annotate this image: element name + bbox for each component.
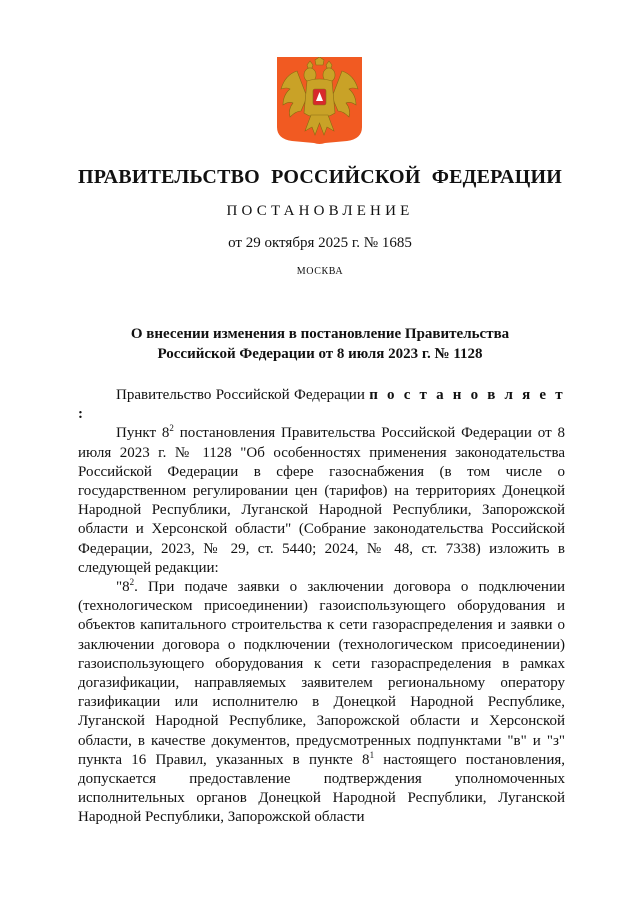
subject-line-2: Российской Федерации от 8 июля 2023 г. № 1128 (157, 346, 483, 362)
superscript: 1 (369, 749, 375, 760)
new-wording-text-a: "8 (116, 579, 130, 596)
intro-text: Правительство Российской Федерации (116, 387, 370, 403)
new-wording-text-b: . При подаче заявки о заключении договора о подключении (технологическом присоединении) газоиспользующего оборудования и объектов капитального строительства к сети газораспределения и заявки о заключении договора о подключении (технологическом присоединении) газоиспользующего оборудования к сети газораспределения в рамках догазификации, направляемых заявителем региональному оператору газификации или исполнителю в Донецкой Народной Республике, Луганской Народной Республике, Запорожской области и Херсонской области, в качестве документов, предусмотренных подпунктами "в" и "з" пункта 16 Правил, указанных в пункте 8 (78, 579, 565, 768)
document-date-number: от 29 октября 2025 г. № 1685 (228, 235, 412, 251)
new-wording-text-c: настоящего постановления, допускается предоставление подтверждения уполномоченных исполнительных органов Донецкой Народной Республики, Луганской Народной Республики, Запорожской области (78, 751, 566, 826)
amendment-text-b: постановления Правительства Российской Федерации от 8 июля 2023 г. № 1128 "Об особенностях применения законодательства Российской Федерации в сфере газоснабжения (в том числе о государственном регулировании цен (тарифов) на территориях Донецкой Народной Республики, Луганской Народной Республики, Запорожской области и Херсонской области" (Собрание законодательства Российской Федерации, 2023, № 29, ст. 5440; 2024, № 48, ст. 7338) изложить в следующей редакции: (78, 425, 565, 576)
document-city: МОСКВА (296, 266, 344, 277)
subject-line-1: О внесении изменения в постановление Правительства (130, 326, 510, 342)
document-body (78, 386, 565, 828)
resolution-intro (78, 386, 565, 424)
coat-of-arms-icon (277, 57, 362, 145)
document-type: ПОСТАНОВЛЕНИЕ (226, 203, 414, 219)
document-subject (0, 324, 640, 364)
superscript: 2 (129, 577, 135, 588)
superscript: 2 (169, 423, 174, 434)
resolves-verb: п о с т а н о в л я е т : (78, 387, 565, 423)
amendment-text-a: Пункт 8 (116, 425, 170, 442)
government-title: ПРАВИТЕЛЬСТВО РОССИЙСКОЙ ФЕДЕРАЦИИ (78, 166, 562, 188)
new-wording-paragraph (78, 578, 565, 828)
amendment-paragraph (78, 424, 565, 578)
